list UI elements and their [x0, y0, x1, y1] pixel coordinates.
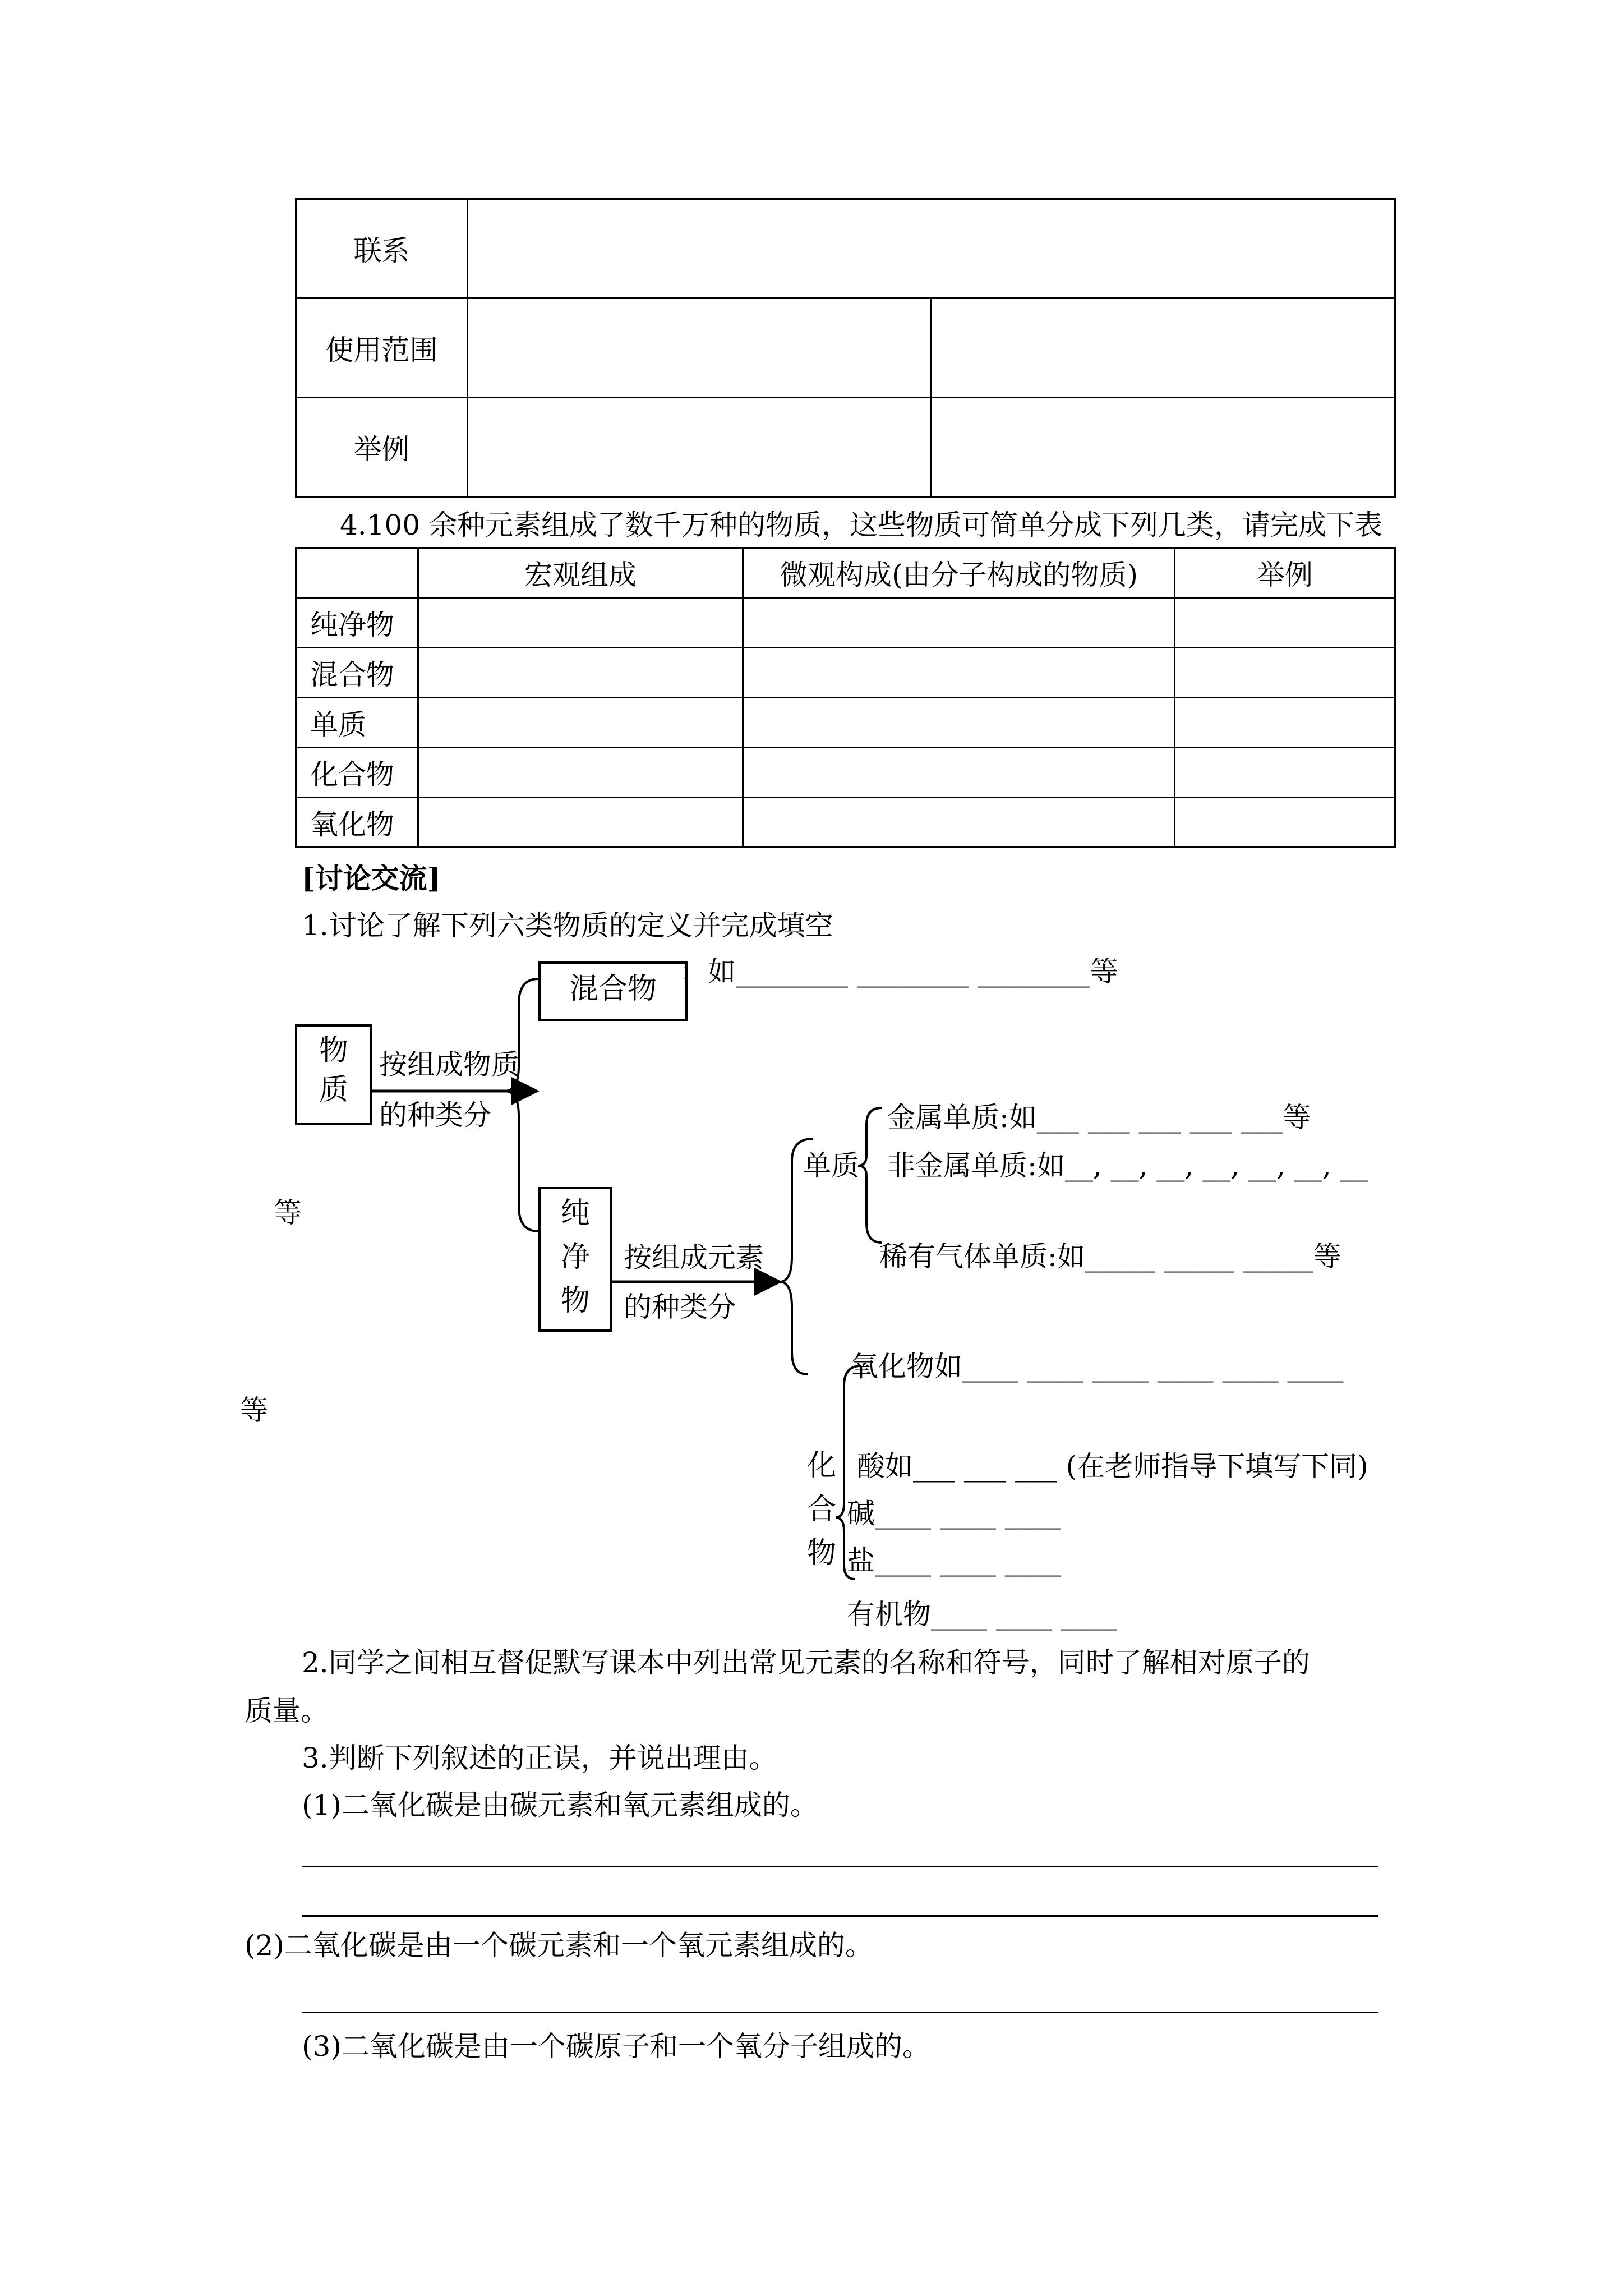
- row-label-example: 举例: [296, 398, 468, 497]
- answer-line[interactable]: [302, 2012, 1378, 2013]
- deng-text-1: 等: [274, 1197, 302, 1229]
- row-label: 化合物: [296, 748, 418, 798]
- question-2-line-1: 2.同学之间相互督促默写课本中列出常见元素的名称和符号，同时了解相对原子的: [302, 1646, 1310, 1679]
- substance-label: 物 质: [319, 1034, 348, 1107]
- answer-line[interactable]: [302, 1915, 1378, 1917]
- mixture-label: 混合物: [569, 972, 657, 1006]
- question-4-intro: 4.100 余种元素组成了数千万种的物质，这些物质可简单分成下列几类，请完成下表: [340, 509, 1383, 541]
- row-label: 氧化物: [296, 798, 418, 848]
- question-3-2: (2)二氧化碳是由一个碳元素和一个氧元素组成的。: [245, 1929, 873, 1962]
- header-example: 举例: [1175, 548, 1395, 598]
- row-label-scope: 使用范围: [296, 298, 468, 398]
- discussion-heading: [讨论交流]: [302, 862, 441, 895]
- question-3-3: (3)二氧化碳是由一个碳原子和一个氧分子组成的。: [302, 2030, 930, 2063]
- organic-fill[interactable]: 有机物____ ____ ____: [847, 1598, 1117, 1631]
- question-3: 3.判断下列叙述的正误，并说出理由。: [302, 1742, 777, 1774]
- question-2-line-2: 质量。: [245, 1695, 329, 1727]
- header-macro: 宏观组成: [418, 548, 743, 598]
- nonmetal-simple-fill[interactable]: 非金属单质:如__, __, __, __, __, __, __: [887, 1149, 1368, 1182]
- acid-fill[interactable]: 酸如___ ___ ___ (在老师指导下填写下同): [857, 1450, 1368, 1483]
- answer-line[interactable]: [302, 1866, 1378, 1867]
- brace-line: [505, 979, 538, 1231]
- deng-text-2: 等: [240, 1394, 268, 1427]
- by-kinds-label-1: 按组成物质: [379, 1048, 519, 1081]
- salt-fill[interactable]: 盐____ ____ ____: [847, 1544, 1061, 1577]
- by-element-label-2: 的种类分: [624, 1291, 736, 1323]
- oxide-fill[interactable]: 氧化物如____ ____ ____ ____ ____ ____: [850, 1350, 1344, 1383]
- compound-label: 化 合 物: [806, 1449, 836, 1570]
- header-micro: 微观构成(由分子构成的物质): [743, 548, 1175, 598]
- row-label-link: 联系: [296, 199, 468, 298]
- by-kinds-label-2: 的种类分: [379, 1099, 491, 1131]
- mixture-fill[interactable]: ：如________ ________ ________等: [680, 955, 1118, 988]
- row-label: 纯净物: [296, 598, 418, 648]
- brace-line: [858, 1108, 882, 1243]
- by-element-label-1: 按组成元素: [624, 1241, 764, 1274]
- question-1: 1.讨论了解下列六类物质的定义并完成填空: [302, 909, 833, 942]
- base-fill[interactable]: 碱____ ____ ____: [847, 1497, 1061, 1530]
- row-label: 混合物: [296, 648, 418, 698]
- question-3-1: (1)二氧化碳是由碳元素和氧元素组成的。: [302, 1789, 818, 1821]
- simple-substance-label: 单质: [803, 1149, 859, 1182]
- row-label: 单质: [296, 698, 418, 748]
- noble-gas-fill[interactable]: 稀有气体单质:如_____ _____ _____等: [879, 1240, 1341, 1273]
- metal-simple-fill[interactable]: 金属单质:如___ ___ ___ ___ ___等: [887, 1101, 1311, 1134]
- pure-label: 纯 净 物: [560, 1197, 590, 1318]
